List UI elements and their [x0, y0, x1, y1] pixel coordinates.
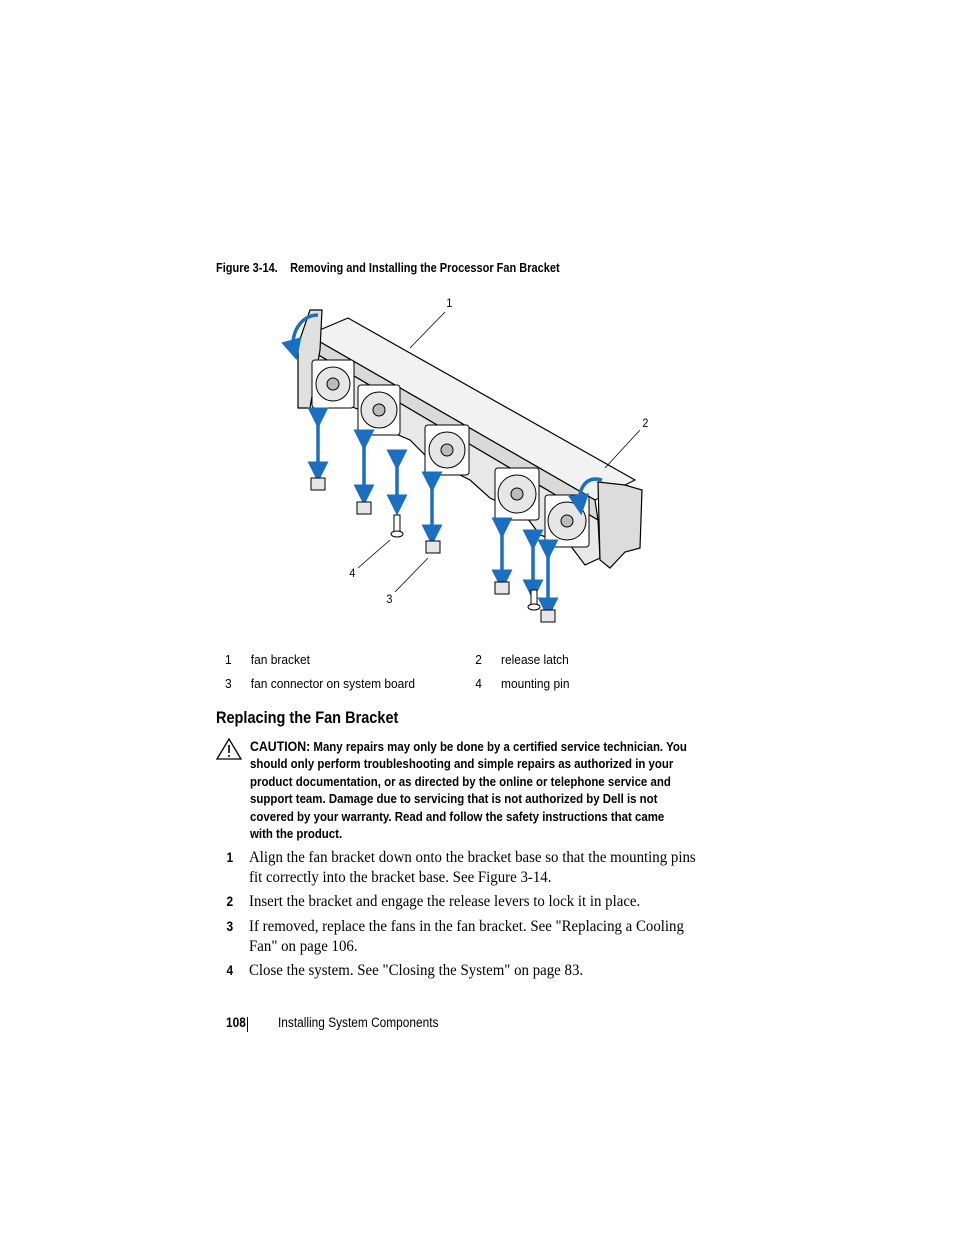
- step-text: Insert the bracket and engage the release levers to lock it in place.: [249, 893, 641, 910]
- page-number: 108: [226, 1015, 246, 1030]
- figure-label: Figure 3-14.: [216, 261, 278, 275]
- step-number: 1: [226, 850, 234, 865]
- step-number: 3: [226, 919, 234, 934]
- step-text: Close the system. See "Closing the System" on page 83.: [249, 962, 584, 979]
- legend-text: fan bracket: [250, 652, 310, 667]
- section-heading: Replacing the Fan Bracket: [216, 709, 399, 727]
- footer-section-title: Installing System Components: [278, 1015, 439, 1030]
- legend-num: 1: [225, 652, 232, 667]
- caution-notice: [250, 738, 690, 842]
- legend-text: mounting pin: [501, 676, 570, 691]
- step-number: 4: [226, 963, 234, 978]
- legend-text: fan connector on system board: [250, 676, 415, 691]
- fan-bracket-illustration: [280, 290, 660, 635]
- step-number: 2: [226, 894, 234, 909]
- callout-4: 4: [349, 566, 356, 580]
- legend-num: 4: [475, 676, 482, 691]
- caution-label: CAUTION:: [250, 738, 311, 754]
- callout-3: 3: [386, 592, 393, 606]
- legend-num: 3: [225, 676, 232, 691]
- callout-1: 1: [446, 296, 453, 310]
- figure-caption: [216, 261, 560, 275]
- fan-bracket-diagram: [280, 290, 660, 635]
- legend-num: 2: [475, 652, 482, 667]
- figure-title: Removing and Installing the Processor Fan Bracket: [290, 261, 560, 275]
- fan-bracket: [298, 310, 642, 568]
- mounting-pins: [391, 515, 540, 610]
- step-text: Align the fan bracket down onto the bracket base so that the mounting pins fit correctly into the bracket base. See Figure 3-14.: [249, 849, 696, 886]
- caution-body: Many repairs may only be done by a certified service technician. You should only perform troubleshooting and simple repairs as authorized in your product documentation, or as directed by the online or telephone service and support team. Damage due to servicing that is not authorized by Dell is not covered by your warranty. Read and follow the safety instructions that came with the product.: [250, 739, 687, 842]
- footer-divider: [247, 1017, 248, 1032]
- caution-icon: [216, 738, 242, 760]
- callout-2: 2: [642, 416, 649, 430]
- step-text: If removed, replace the fans in the fan bracket. See "Replacing a Cooling Fan" on page 106.: [249, 918, 684, 955]
- legend-text: release latch: [501, 652, 569, 667]
